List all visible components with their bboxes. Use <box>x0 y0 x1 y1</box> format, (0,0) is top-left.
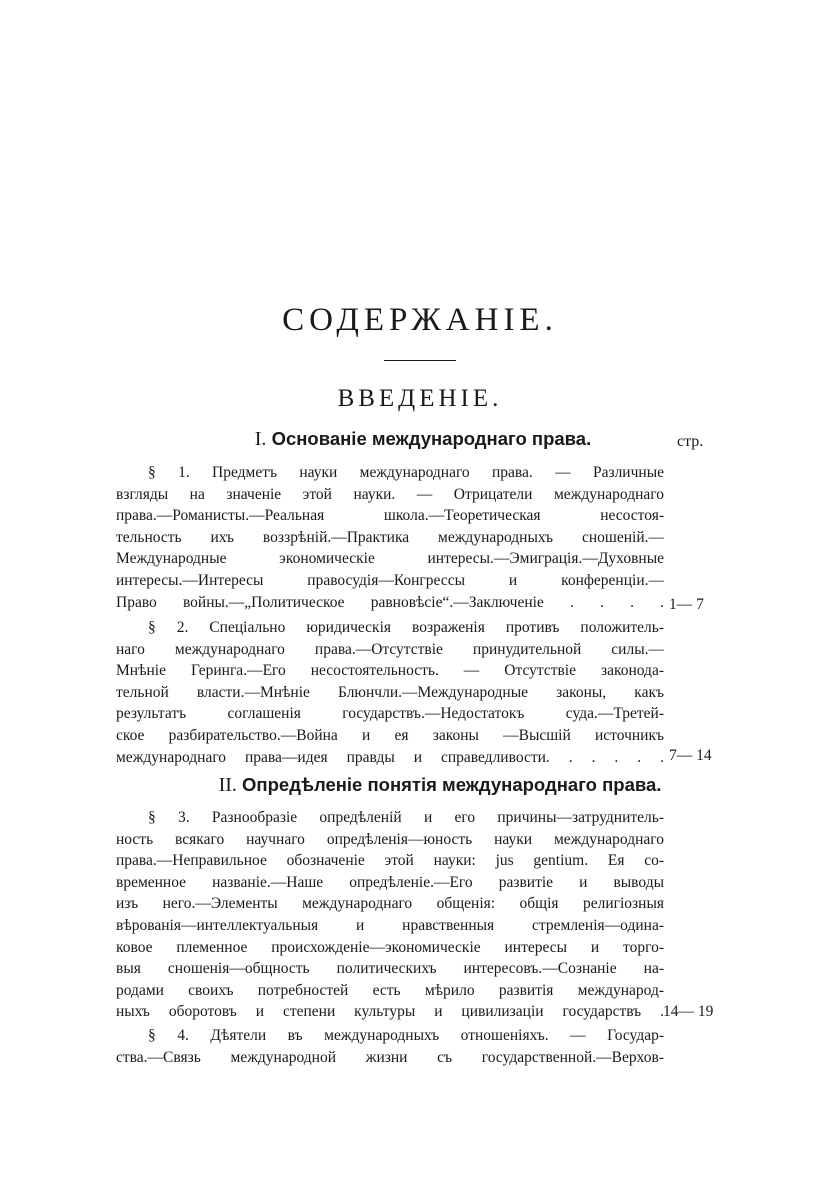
title-divider <box>384 360 456 361</box>
chapter-title: Основаніе международнаго права. <box>271 428 592 449</box>
section-line: ныхъ оборотовъ и степени культуры и цивилизаціи государствъ . <box>116 1003 664 1021</box>
section-line: наго международнаго права.—Отсутствіе принудительной силы.— <box>116 640 664 658</box>
section-line: временное названіе.—Наше опредѣленіе.—Его развитіе и выводы <box>116 873 664 891</box>
section-page-range: 14— 19 <box>663 1003 714 1020</box>
page-column-label: стр. <box>677 433 704 450</box>
chapter-numeral: II. <box>218 774 237 796</box>
toc-section-1 <box>116 462 664 613</box>
section-line: права.—Неправильное обозначеніе этой науки: jus gentium. Ея со- <box>116 852 664 870</box>
chapter-title: Опредѣленіе понятія международнаго права. <box>242 774 662 795</box>
section-line: результатъ соглашенія государствъ.—Недостатокъ суда.—Третей- <box>116 705 664 723</box>
chapter-heading-1 <box>0 428 840 451</box>
section-line: международнаго права—идея правды и справедливости. . . . . . <box>116 748 664 766</box>
section-line: права.—Романисты.—Реальная школа.—Теоретическая несостоя- <box>116 507 664 525</box>
section-line: родами своихъ потребностей есть мѣрило развитія международ- <box>116 981 664 999</box>
section-line: тельность ихъ воззрѣній.—Практика международныхъ сношеній.— <box>116 528 664 546</box>
section-line: тельной власти.—Мнѣніе Блюнчли.—Международные законы, какъ <box>116 683 664 701</box>
section-line: § 1. Предметъ науки международнаго права. — Различные <box>148 464 664 481</box>
section-line: § 3. Разнообразіе опредѣленій и его причины—затруднитель- <box>148 809 664 826</box>
section-line: ность всякаго научнаго опредѣленія—юность науки международнаго <box>116 830 664 848</box>
section-page-range: 7— 14 <box>669 747 712 764</box>
chapter-numeral: I. <box>254 428 267 450</box>
section-line: § 4. Дѣятели въ международныхъ отношеніяхъ. — Государ- <box>148 1027 664 1044</box>
section-line: интересы.—Интересы правосудія—Конгрессы и конференціи.— <box>116 571 664 589</box>
section-line: ства.—Связь международной жизни съ государственной.—Верхов- <box>116 1048 664 1066</box>
section-line: ское разбирательство.—Война и ея законы —Высшій источникъ <box>116 726 664 744</box>
section-page-range: 1— 7 <box>669 596 704 613</box>
section-line: взгляды на значеніе этой науки. — Отрицатели международнаго <box>116 485 664 503</box>
section-line: выя сношенія—общность политическихъ интересовъ.—Сознаніе на- <box>116 960 664 978</box>
toc-section-3 <box>116 807 664 1023</box>
introduction-heading: ВВЕДЕНІЕ. <box>337 385 503 412</box>
section-line: Международные экономическіе интересы.—Эмиграція.—Духовные <box>116 550 664 568</box>
section-line: § 2. Спеціально юридическія возраженія противъ положитель- <box>148 619 664 636</box>
section-line: ковое племенное происхожденіе—экономическіе интересы и торго- <box>116 938 664 956</box>
toc-section-4 <box>116 1025 664 1068</box>
toc-section-2 <box>116 617 664 768</box>
section-line: Право войны.—„Политическое равновѣсіе“.—Заключеніе . . . . <box>116 593 664 611</box>
page-title: СОДЕРЖАНІЕ. <box>282 302 558 338</box>
section-line: изъ него.—Элементы международнаго общенія: общія религіозныя <box>116 895 664 913</box>
section-line: вѣрованія—интеллектуальныя и нравственныя стремленія—одина- <box>116 916 664 934</box>
section-line: Мнѣніе Геринга.—Его несостоятельность. — Отсутствіе законода- <box>116 662 664 680</box>
chapter-heading-2 <box>0 774 840 797</box>
